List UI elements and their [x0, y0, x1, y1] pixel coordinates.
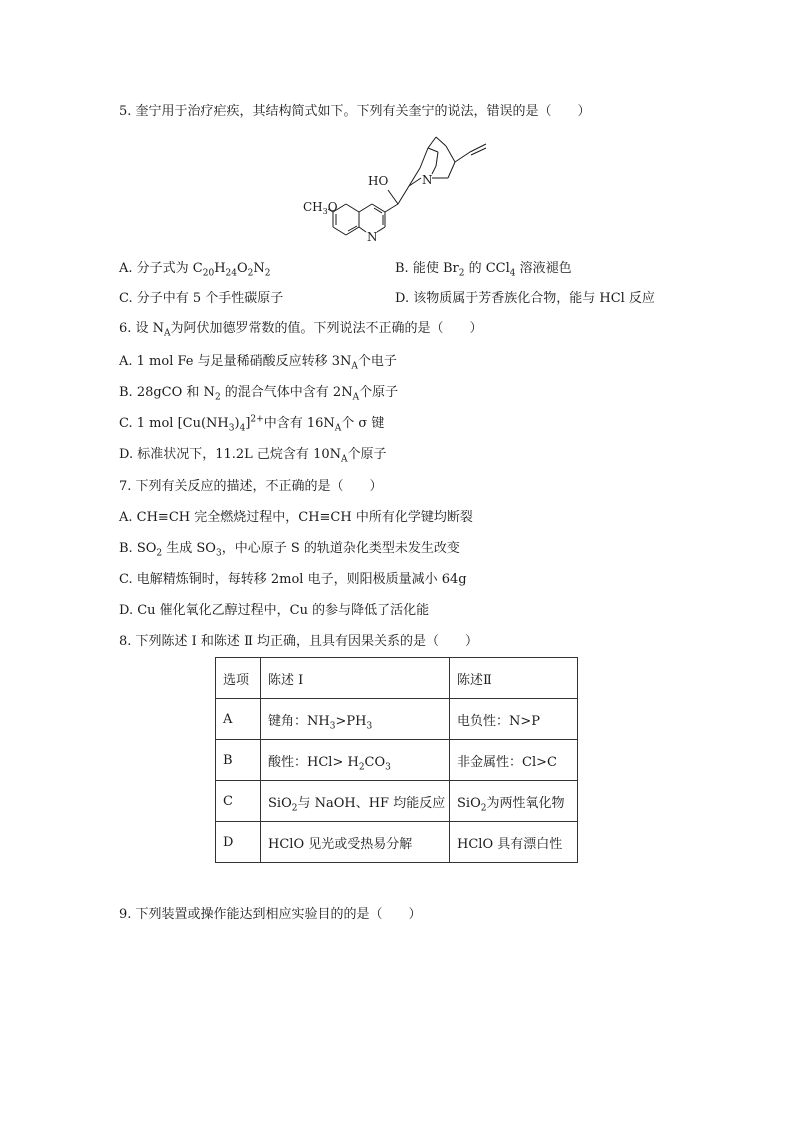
statement-1-cell: HClO 见光或受热易分解 — [261, 822, 450, 863]
q5-option-b[interactable]: B. 能使 $Br_2$ 的 CCl$_4$ 溶液褪色 — [395, 261, 572, 279]
question-5-stem: 5. 奎宁用于治疗疟疾，其结构简式如下。下列有关奎宁的说法，错误的是（ ） — [119, 104, 591, 119]
option-cell: B — [216, 740, 261, 781]
q5-option-a[interactable]: A. 分子式为 $C_{20}H_{24}O_2N_2$ — [119, 261, 271, 279]
statement-2-cell: HClO 具有漂白性 — [450, 822, 578, 863]
question-6-stem: 6. 设 $N_A$为阿伏加德罗常数的值。下列说法不正确的是（ ） — [119, 321, 483, 339]
q7-option-a[interactable]: A. CH≡CH 完全燃烧过程中，CH≡CH 中所有化学键均断裂 — [119, 510, 473, 525]
q7-option-d[interactable]: D. Cu 催化氧化乙醇过程中，Cu 的参与降低了活化能 — [119, 603, 430, 618]
table-header-cell: 选项 — [216, 658, 261, 699]
statement-1-cell: 键角：$NH_3>PH_3$ — [261, 699, 450, 740]
quinoline-nitrogen-label: N — [367, 230, 378, 244]
table-row[interactable] — [216, 822, 578, 863]
statement-1-cell: 酸性：$HCl> H_2CO_3$ — [261, 740, 450, 781]
option-cell: D — [216, 822, 261, 863]
statement-2-cell: 电负性：N>P — [450, 699, 578, 740]
q6-option-a[interactable]: A. 1 mol Fe 与足量稀硝酸反应转移 $3N_A$个电子 — [119, 354, 397, 372]
q5-option-d[interactable]: D. 该物质属于芳香族化合物，能与 HCl 反应 — [395, 291, 655, 306]
q6-option-b[interactable]: B. 28gCO 和 $N_2$ 的混合气体中含有 $2N_A$个原子 — [119, 385, 399, 403]
statement-1-cell: SiO$_2$与 NaOH、HF 均能反应 — [261, 781, 450, 822]
quinuclidine-nitrogen-label: N — [422, 173, 433, 187]
q8-options-table — [215, 657, 578, 863]
option-cell: A — [216, 699, 261, 740]
question-7-stem: 7. 下列有关反应的描述，不正确的是（ ） — [119, 479, 383, 494]
table-header-cell: 陈述 I — [261, 658, 450, 699]
q7-option-b[interactable]: B. $SO_2$ 生成 $SO_3$，中心原子 S 的轨道杂化类型未发生改变 — [119, 541, 460, 559]
quinine-structure-diagram — [300, 130, 500, 248]
q5-option-c[interactable]: C. 分子中有 5 个手性碳原子 — [119, 291, 284, 306]
q6-option-c[interactable]: C. 1 mol $[Cu(NH_3)_4]^{2+}$中含有 $16N_A$个 σ 键 — [119, 414, 385, 434]
methoxy-label: $CH_3O$ — [303, 200, 338, 216]
table-header-cell: 陈述Ⅱ — [450, 658, 578, 699]
table-row[interactable] — [216, 781, 578, 822]
question-8-stem: 8. 下列陈述 I 和陈述 Ⅱ 均正确，且具有因果关系的是（ ） — [119, 634, 479, 649]
statement-2-cell: 非金属性：Cl>C — [450, 740, 578, 781]
q6-option-d[interactable]: D. 标准状况下，11.2L 己烷含有 $10N_A$个原子 — [119, 447, 387, 465]
statement-2-cell: SiO$_2$为两性氧化物 — [450, 781, 578, 822]
option-cell: C — [216, 781, 261, 822]
q7-option-c[interactable]: C. 电解精炼铜时，每转移 2mol 电子，则阳极质量减小 64g — [119, 572, 467, 587]
table-row[interactable] — [216, 699, 578, 740]
hydroxyl-label: HO — [368, 174, 389, 188]
table-header-row — [216, 658, 578, 699]
table-row[interactable] — [216, 740, 578, 781]
question-9-stem: 9. 下列装置或操作能达到相应实验目的的是（ ） — [119, 907, 422, 922]
